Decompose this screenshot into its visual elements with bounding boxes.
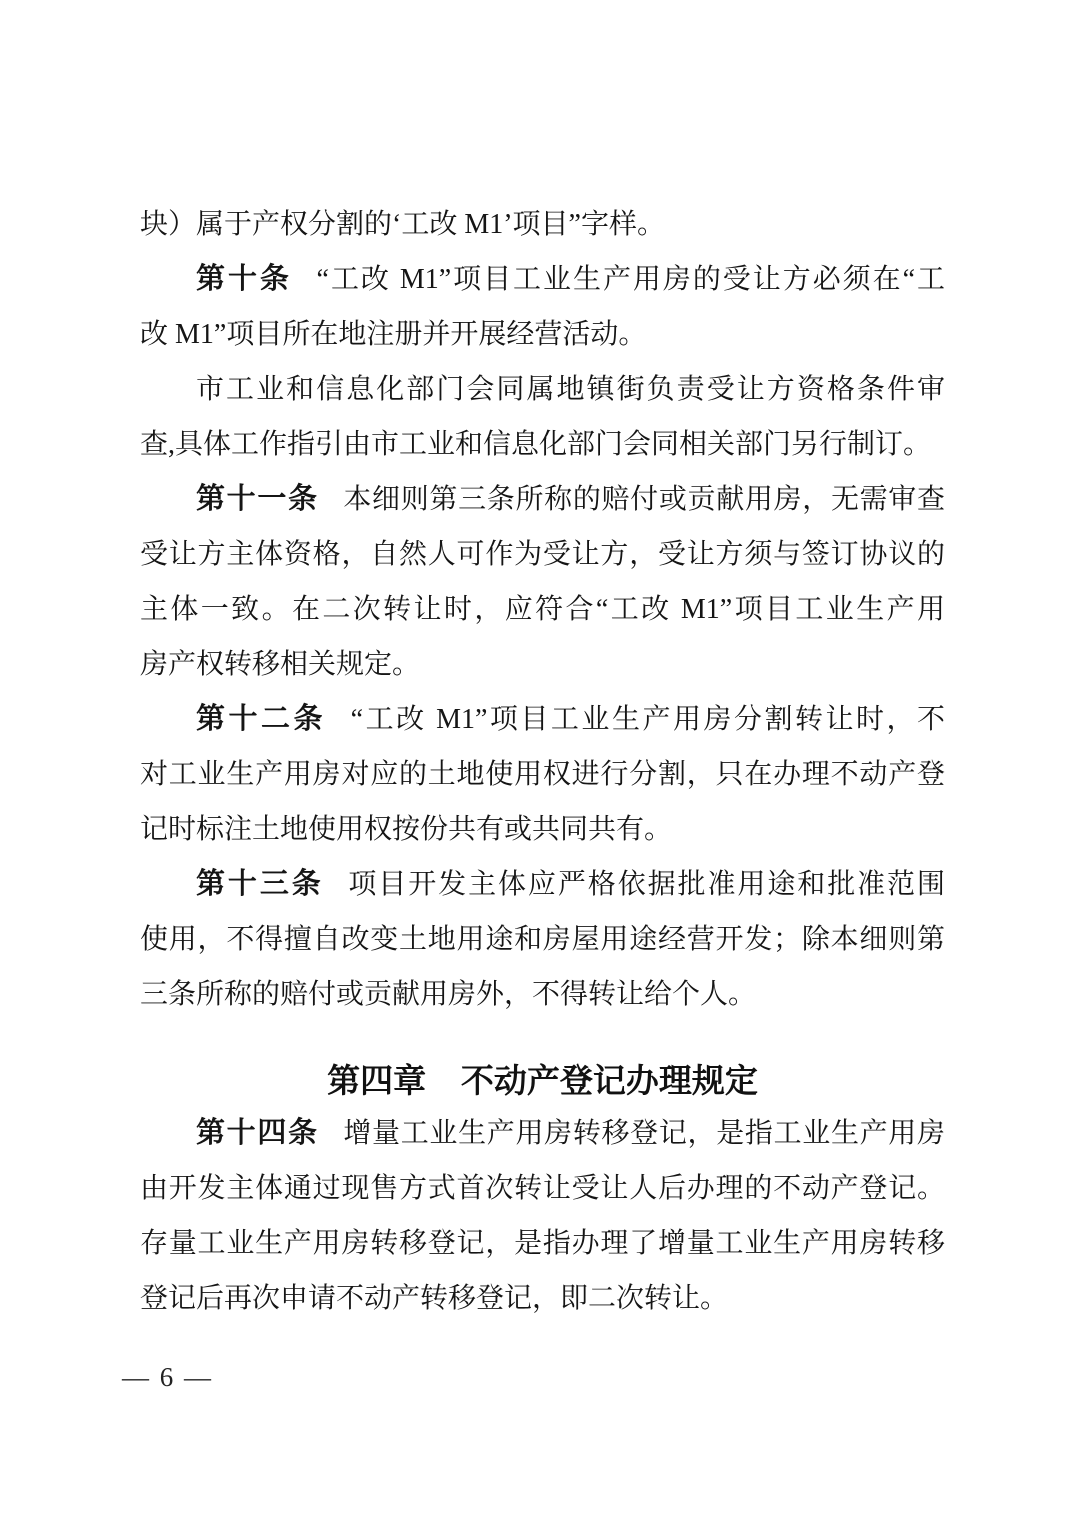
text-line [140,1271,945,1326]
body-text [140,197,945,1326]
text-line [140,692,945,747]
text-line [140,362,945,417]
line-text: 本细则第三条所称的赔付或贡献用房，无需审查 [343,484,945,515]
text-line [140,472,945,527]
line-text: 由开发主体通过现售方式首次转让受让人后办理的不动产登记。 [140,1173,945,1204]
line-text: 查,具体工作指引由市工业和信息化部门会同相关部门另行制订。 [140,429,932,460]
line-text: 块）属于产权分割的‘工改 M1’项目”字样。 [140,209,665,240]
line-text: 登记后再次申请不动产转移登记，即二次转让。 [140,1283,729,1314]
line-text: 改 M1”项目所在地注册并开展经营活动。 [140,319,647,350]
line-text: 使用，不得擅自改变土地用途和房屋用途经营开发；除本细则第 [140,924,945,955]
text-line [140,802,945,857]
text-line [140,1106,945,1161]
line-text: 主体一致。在二次转让时，应符合“工改 M1”项目工业生产用 [140,594,945,625]
text-line [140,912,945,967]
line-text: 记时标注土地使用权按份共有或共同共有。 [140,814,673,845]
text-line [140,857,945,912]
text-line [140,967,945,1022]
text-line [140,527,945,582]
text-line [140,252,945,307]
text-line [140,417,945,472]
article-number-label: 第十四条 [196,1117,319,1149]
text-line [140,747,945,802]
article-number-label: 第十二条 [196,703,327,735]
text-line [140,637,945,692]
line-text: 房产权转移相关规定。 [140,649,421,680]
article-number-label: 第十三条 [196,868,324,900]
line-text: 对工业生产用房对应的土地使用权进行分割，只在办理不动产登 [140,759,945,790]
article-number-label: 第十条 [196,263,292,295]
line-text: “工改 M1”项目工业生产用房的受让方必须在“工 [316,264,945,295]
line-text: 项目开发主体应严格依据批准用途和批准范围 [348,869,945,900]
article-number-label: 第十一条 [196,483,319,515]
line-text: 三条所称的赔付或贡献用房外，不得转让给个人。 [140,979,757,1010]
line-text: 存量工业生产用房转移登记，是指办理了增量工业生产用房转移 [140,1228,945,1259]
text-line [140,1216,945,1271]
line-text: “工改 M1”项目工业生产用房分割转让时，不 [350,704,945,735]
text-line [140,1161,945,1216]
chapter-number: 第四章 [327,1062,427,1099]
body-section-2 [140,1106,945,1326]
body-section-1 [140,197,945,1022]
line-text: 增量工业生产用房转移登记，是指工业生产用房 [343,1118,945,1149]
line-text: 市工业和信息化部门会同属地镇街负责受让方资格条件审 [196,374,945,405]
chapter-title: 不动产登记办理规定 [460,1062,758,1099]
chapter-heading [140,1056,945,1106]
page-number: — 6 — [122,1362,213,1392]
text-line [140,197,945,252]
text-line [140,307,945,362]
line-text: 受让方主体资格，自然人可作为受让方，受让方须与签订协议的 [140,539,945,570]
text-line [140,582,945,637]
